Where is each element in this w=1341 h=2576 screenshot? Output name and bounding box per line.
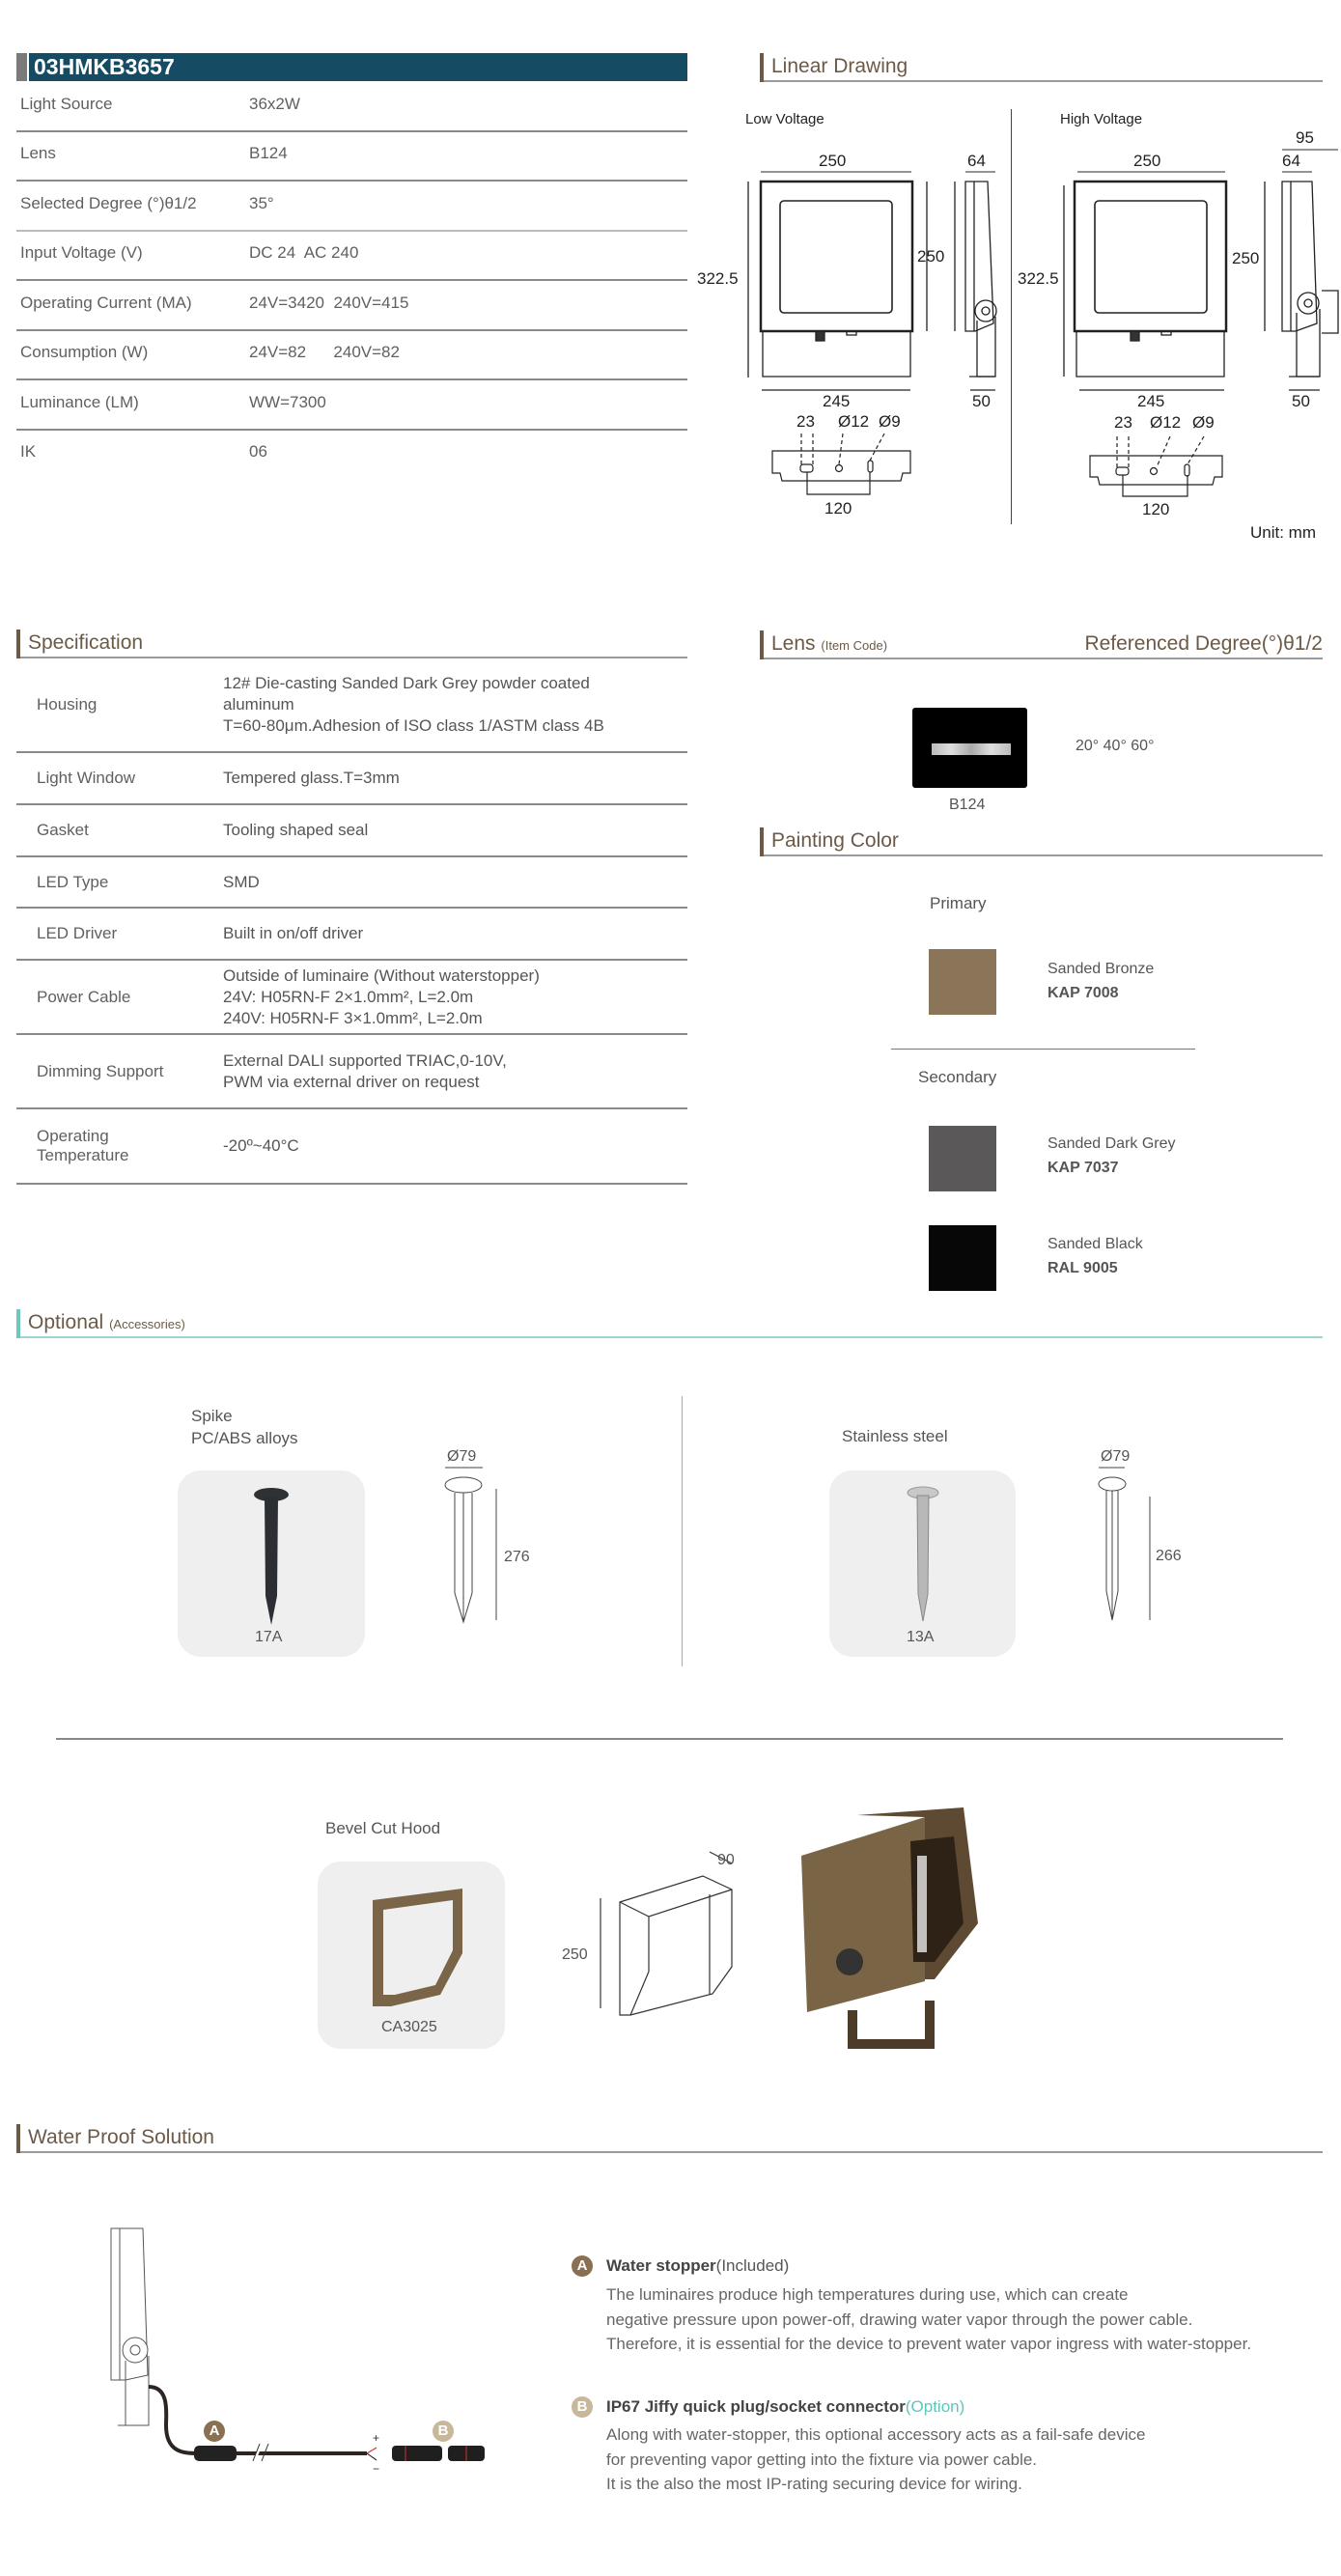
wire-minus-label: − [373, 2462, 380, 2476]
unit-label: Unit: mm [1250, 523, 1316, 542]
badge-b: B [572, 2396, 593, 2418]
lens-image [912, 708, 1027, 788]
color-name: Sanded Dark Grey [1048, 1135, 1176, 1152]
primary-label: Primary [930, 894, 987, 912]
water-proof-diagram [0, 0, 579, 2576]
hv-base-depth: 50 [1292, 392, 1310, 410]
lens-right-title: Referenced Degree(°)θ1/2 [1084, 632, 1323, 655]
hv-total-height: 322.5 [1018, 269, 1059, 288]
lv-height-side: 250 [917, 247, 945, 266]
summary-label: Light Source [20, 95, 113, 113]
summary-label: Input Voltage (V) [20, 243, 143, 262]
painting-color-header [760, 827, 1323, 856]
spike-code: 13A [907, 1629, 935, 1645]
summary-label: Selected Degree (°)θ1/2 [20, 194, 197, 212]
color-name: Sanded Black [1048, 1236, 1143, 1252]
spec-value-line: Tempered glass.T=3mm [223, 769, 400, 787]
spec-value-line: External DALI supported TRIAC,0-10V, [223, 1050, 507, 1070]
product-code: 03HMKB3657 [29, 53, 687, 81]
diagram-badge-b: B [433, 2421, 454, 2442]
lens-code: B124 [949, 797, 986, 813]
hood-product-photo [799, 1807, 1012, 2049]
hv-depth: 64 [1282, 152, 1300, 170]
lv-base-width: 245 [823, 392, 851, 410]
summary-label: Lens [20, 144, 56, 162]
lv-width-top: 250 [819, 152, 847, 170]
spike-height: 276 [504, 1549, 530, 1565]
color-divider [891, 1049, 1195, 1050]
hv-hole-spacing: 120 [1142, 500, 1170, 518]
hv-base-width: 245 [1137, 392, 1165, 410]
spec-label: LED Type [37, 872, 109, 891]
hood-title: Bevel Cut Hood [325, 1819, 441, 1837]
hv-depth-total: 95 [1296, 128, 1314, 147]
color-code: KAP 7037 [1048, 1160, 1119, 1176]
summary-value: 24V=82 240V=82 [249, 343, 400, 361]
summary-value: 06 [249, 442, 267, 461]
lv-hole-a: 23 [796, 412, 815, 431]
section-title: Lens [771, 632, 816, 655]
spec-label: Housing [37, 695, 98, 714]
high-voltage-side-view [1282, 150, 1338, 390]
diagram-badge-a: A [204, 2421, 225, 2442]
lv-hole-b: Ø12 [838, 412, 870, 431]
badge-a: A [572, 2255, 593, 2277]
hv-height-side: 250 [1232, 249, 1260, 267]
lv-total-height: 322.5 [697, 269, 739, 288]
secondary-label: Secondary [918, 1068, 997, 1086]
high-voltage-label: High Voltage [1060, 111, 1143, 127]
section-title: Water Proof Solution [28, 2126, 214, 2148]
spec-label: Dimming Support [37, 1061, 164, 1080]
spike-diameter: Ø79 [1101, 1448, 1131, 1465]
low-voltage-side-view [955, 172, 996, 390]
hv-hole-b: Ø12 [1150, 413, 1182, 432]
hood-code: CA3025 [381, 2019, 437, 2035]
spec-label: LED Driver [37, 924, 118, 942]
lv-base-depth: 50 [972, 392, 991, 410]
hood-height: 250 [562, 1946, 588, 1963]
color-code: RAL 9005 [1048, 1260, 1118, 1276]
spec-label: Light Window [37, 769, 136, 787]
spec-value-line: aluminum [223, 695, 294, 714]
power-cable [149, 2387, 367, 2453]
spec-value-line: 24V: H05RN-F 2×1.0mm², L=2.0m [223, 987, 474, 1006]
low-voltage-label: Low Voltage [745, 111, 824, 127]
spec-value-line: PWM via external driver on request [223, 1072, 480, 1091]
lens-header [760, 630, 1323, 659]
summary-value: 35° [249, 194, 274, 212]
spike-height: 266 [1156, 1548, 1182, 1564]
section-title: Optional [28, 1311, 104, 1333]
spec-value-line: Built in on/off driver [223, 924, 364, 942]
section-title: Specification [28, 631, 144, 654]
spec-value-line: Outside of luminaire (Without waterstopper) [223, 966, 540, 985]
spec-value-line: Tooling shaped seal [223, 821, 369, 839]
plug-connector [392, 2446, 442, 2461]
summary-label: Luminance (LM) [20, 393, 139, 411]
spec-value-line: 12# Die-casting Sanded Dark Grey powder coated [223, 674, 590, 692]
low-voltage-base-plate [772, 434, 910, 494]
summary-value: 36x2W [249, 95, 300, 113]
spike-code: 17A [255, 1629, 283, 1645]
connector-title: IP67 Jiffy quick plug/socket connector(Option) [606, 2397, 965, 2416]
lv-depth: 64 [967, 152, 986, 170]
spec-label: Power Cable [37, 987, 131, 1006]
summary-label: IK [20, 442, 37, 461]
spec-value-line: T=60-80μm.Adhesion of ISO class 1/ASTM class 4B [223, 716, 604, 735]
summary-value: B124 [249, 144, 288, 162]
summary-value: 24V=3420 240V=415 [249, 294, 409, 312]
section-title: Linear Drawing [771, 55, 908, 77]
fixture-side-icon [111, 2228, 149, 2425]
lv-hole-c: Ø9 [879, 412, 901, 431]
summary-label: Operating Current (MA) [20, 294, 192, 312]
summary-label: Consumption (W) [20, 343, 149, 361]
spec-value-line: -20º~40°C [223, 1136, 299, 1155]
section-subtitle: (Accessories) [109, 1317, 185, 1331]
swatch-sanded-dark-grey [929, 1126, 996, 1191]
hood-depth: 90 [717, 1852, 735, 1868]
color-code: KAP 7008 [1048, 985, 1119, 1001]
lv-hole-spacing: 120 [824, 499, 852, 518]
summary-value: WW=7300 [249, 393, 326, 411]
hv-hole-c: Ø9 [1192, 413, 1215, 432]
spec-label: Operating Temperature [37, 1127, 129, 1164]
spike-diameter: Ø79 [447, 1448, 477, 1465]
summary-value: DC 24 AC 240 [249, 243, 359, 262]
color-name: Sanded Bronze [1048, 961, 1155, 977]
water-stopper-connector [194, 2446, 237, 2461]
water-stopper-title: Water stopper(Included) [606, 2256, 790, 2275]
swatch-sanded-black [929, 1225, 996, 1291]
section-subtitle: (Item Code) [821, 638, 888, 653]
low-voltage-front-view [748, 172, 927, 390]
hood-drawing [579, 1873, 753, 2037]
spike-title: Spike PC/ABS alloys [191, 1407, 298, 1447]
water-stopper-description: The luminaires produce high temperatures during use, which can create negative pressure upon power-off, drawing water vapor through the power cable. Therefore, it is essential for the device to prevent water vapor ingress with water-stopper. [606, 2285, 1252, 2353]
spec-value-line: 240V: H05RN-F 3×1.0mm², L=2.0m [223, 1008, 483, 1027]
high-voltage-front-view [1064, 172, 1265, 390]
hv-width-top: 250 [1133, 152, 1161, 170]
spec-value-line: SMD [223, 872, 260, 891]
section-title: Painting Color [771, 829, 899, 852]
spec-label: Gasket [37, 821, 89, 839]
spike-title: Stainless steel [842, 1427, 948, 1445]
lens-degrees: 20° 40° 60° [1076, 738, 1155, 754]
wire-plus-label: + [373, 2431, 380, 2445]
hv-hole-a: 23 [1114, 413, 1132, 432]
spike-13a-card [829, 1470, 1016, 1657]
high-voltage-base-plate [1090, 436, 1222, 496]
lens-strip [932, 743, 1011, 755]
spike-divider [682, 1396, 683, 1666]
connector-description: Along with water-stopper, this optional accessory acts as a fail-safe device for preventing vapor getting into the fixture via power cable. It is the also the most IP-rating securing device for wiring. [606, 2425, 1146, 2493]
swatch-sanded-bronze [929, 949, 996, 1015]
